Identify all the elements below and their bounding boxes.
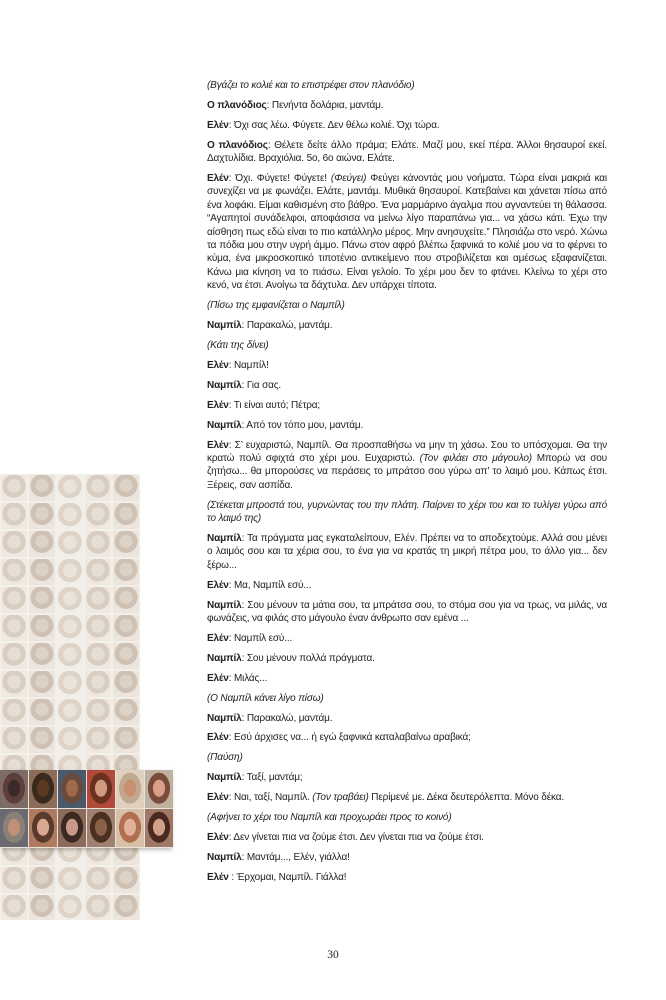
faded-portrait — [28, 670, 56, 698]
faded-portrait — [56, 642, 84, 670]
faded-portrait — [56, 586, 84, 614]
line-text: : Τα πράγματα μας εγκαταλείπουν, Ελέν. Πρέπει να το αποδεχτούμε. Αλλά σου μένει ο λαιμός σου και τα χέρια σου, το ένα για να κρατάς τη μικρή πέτρα μου, το άλλο για... δεν ξέρω... — [207, 532, 607, 571]
dialogue-paragraph — [207, 339, 607, 352]
faded-portrait — [84, 502, 112, 530]
dialogue-paragraph — [207, 399, 607, 412]
line-text: : Ναι, ταξί, Ναμπίλ. — [228, 792, 313, 804]
faded-portrait — [56, 530, 84, 558]
dialogue-paragraph — [207, 811, 607, 824]
dialogue-paragraph — [207, 831, 607, 844]
faded-portrait — [84, 726, 112, 754]
stage-direction: (Πίσω της εμφανίζεται ο Ναμπίλ) — [207, 300, 345, 312]
dialogue-paragraph — [207, 299, 607, 312]
faded-portrait — [84, 558, 112, 586]
faded-portrait — [84, 614, 112, 642]
dialogue-paragraph — [207, 871, 607, 884]
line-text: : Για σας. — [241, 379, 282, 391]
faded-portrait — [112, 530, 140, 558]
speaker-name: Ελέν — [207, 579, 229, 591]
speaker-name: Ναμπίλ — [207, 652, 242, 664]
line-text: : Από τον τόπο μου, μαντάμ. — [241, 419, 364, 431]
stage-direction: (Τον φιλάει στο μάγουλο) — [419, 452, 532, 464]
faded-portrait — [0, 670, 28, 698]
line-text: : Όχι. Φύγετε! Φύγετε! — [228, 173, 331, 185]
speaker-name: Ναμπίλ — [207, 772, 242, 784]
faded-portrait — [56, 614, 84, 642]
faded-portrait — [56, 894, 84, 920]
faces-mosaic-image — [0, 474, 140, 920]
dialogue-paragraph — [207, 791, 607, 804]
dialogue-paragraph — [207, 419, 607, 432]
line-text: : Θέλετε δείτε άλλο πράμα; Ελάτε. Μαζί μου, εκεί πέρα. Άλλοι θησαυροί εκεί. Δαχτυλίδια. Βραχιόλια. 5ο, 6ο αιώνα. Ελάτε. — [207, 139, 607, 165]
dialogue-paragraph — [207, 632, 607, 645]
line-text: : Τι είναι αυτό; Πέτρα; — [228, 399, 321, 411]
line-text: : Σου μένουν τα μάτια σου, τα μπράτσα σου, το στόμα σου για να τρως, να μιλάς, να φωνάζεις, να φιλάς στο μάγουλο έναν άνθρωπο σαν εμένα ... — [207, 599, 607, 624]
faded-portrait — [28, 586, 56, 614]
portrait-photo — [58, 809, 86, 847]
stage-direction: (Τον τραβάει) — [312, 792, 369, 804]
line-text: : Εσύ άρχισες να... ή εγώ ξαφνικά καταλαβαίνω αραβικά; — [228, 732, 471, 744]
speaker-name: Ναμπίλ — [207, 851, 242, 863]
faded-portrait — [112, 558, 140, 586]
portrait-photo — [29, 809, 57, 847]
speaker-name: Ελέν — [207, 871, 229, 883]
dialogue-paragraph — [207, 751, 607, 764]
faded-portrait — [112, 614, 140, 642]
faded-portrait — [28, 474, 56, 502]
dialogue-paragraph — [207, 532, 607, 572]
portrait-photo — [87, 809, 115, 847]
speaker-name: Ναμπίλ — [207, 320, 242, 332]
faded-portrait — [28, 698, 56, 726]
faded-portrait — [112, 866, 140, 894]
speaker-name: Ναμπίλ — [207, 599, 242, 611]
faded-portrait — [0, 642, 28, 670]
faded-portrait — [112, 726, 140, 754]
line-text: : Μα, Ναμπίλ εσύ... — [228, 579, 312, 591]
speaker-name: Ελέν — [207, 831, 229, 843]
faded-portrait — [0, 474, 28, 502]
line-text: : Μαντάμ..., Ελέν, γιάλλα! — [241, 851, 350, 863]
line-text: Φεύγει κάνοντάς μου νοήματα. Τώρα είναι μακριά και συνεχίζει να με φωνάζει. Ελάτε, μαντάμ. Μυθικά θησαυροί. Κατεβαίνει και χάνεται πίσω από ένα λοφάκι. Είμαι καθισμένη στο βάθρο. Ένα μαρμάρινο άγαλμα που αγναντεύει τη θάλασσα. “Αγαπητοί συνάδελφοι, αποφάσισα να μείνω λίγο παραπάνω για... να χάσω κάτι. Έχω την αίσθηση πως εδώ είναι το πιο κατάλληλο μέρος. Μην ανησυχείτε.” Πλησιάζω στο νερό. Χώνω τα πόδια μου στην υγρή άμμο. Πάνω στον αφρό βλέπω ξαφνικά το κολιέ μου να το φέρνει το κύμα, ένα μικροσκοπικό τιποτένιο αντικείμενο που στροβιλίζεται και αμέσως εξαφανίζεται. Κάνω μια κίνηση να το πιάσω. Είναι γελοίο. Το χέρι μου δεν το φτάνει. Κλείνω το χέρι στο κενό, να έτσι. Ανοίγω τα δάχτυλα. Δεν υπάρχει τίποτα. — [207, 173, 607, 292]
faded-portrait — [112, 698, 140, 726]
line-text: : Όχι σας λέω. Φύγετε. Δεν θέλω κολιέ. Όχι τώρα. — [228, 119, 440, 131]
speaker-name: Ελέν — [207, 439, 229, 451]
faded-portrait — [28, 894, 56, 920]
faded-portrait — [28, 502, 56, 530]
line-text: : Ναμπίλ! — [228, 359, 269, 371]
dialogue-text — [207, 79, 607, 891]
faces-color-strip — [0, 770, 170, 848]
line-text: : Έρχομαι, Ναμπίλ. Γιάλλα! — [228, 871, 347, 883]
faded-portrait — [0, 558, 28, 586]
dialogue-paragraph — [207, 79, 607, 92]
stage-direction: (Ο Ναμπίλ κάνει λίγο πίσω) — [207, 692, 324, 704]
line-text: : Σου μένουν πολλά πράγματα. — [241, 652, 375, 664]
speaker-name: Ναμπίλ — [207, 532, 242, 544]
stage-direction: (Αφήνει το χέρι του Ναμπίλ και προχωράει προς το κοινό) — [207, 812, 452, 824]
faded-portrait — [0, 894, 28, 920]
dialogue-paragraph — [207, 851, 607, 864]
speaker-name: Ελέν — [207, 399, 229, 411]
portrait-photo — [0, 770, 28, 808]
speaker-name: Ελέν — [207, 359, 229, 371]
faded-portrait — [84, 894, 112, 920]
dialogue-paragraph — [207, 599, 607, 626]
speaker-name: Ελέν — [207, 672, 229, 684]
portrait-photo — [87, 770, 115, 808]
faded-portrait — [112, 670, 140, 698]
stage-direction: (Φεύγει) — [330, 173, 367, 185]
line-text: : Μιλάς... — [228, 672, 268, 684]
portrait-photo — [58, 770, 86, 808]
faded-portrait — [28, 866, 56, 894]
speaker-name: Ελέν — [207, 792, 229, 804]
faded-portrait — [28, 642, 56, 670]
faded-portrait — [84, 866, 112, 894]
portrait-photo — [0, 809, 28, 847]
dialogue-paragraph — [207, 499, 607, 526]
faded-portrait — [84, 474, 112, 502]
faded-portrait — [112, 474, 140, 502]
dialogue-paragraph — [207, 439, 607, 493]
portrait-photo — [116, 770, 144, 808]
line-text: : Ναμπίλ εσύ... — [228, 632, 293, 644]
faded-portrait — [0, 502, 28, 530]
line-text: : Δεν γίνεται πια να ζούμε έτσι. Δεν γίνεται πια να ζούμε έτσι. — [228, 831, 484, 843]
faded-portrait — [0, 586, 28, 614]
faded-portrait — [84, 642, 112, 670]
faded-portrait — [56, 866, 84, 894]
faded-portrait — [0, 698, 28, 726]
faded-portrait — [112, 642, 140, 670]
line-text: Περίμενέ με. Δέκα δευτερόλεπτα. Μόνο δέκα. — [368, 792, 565, 804]
portrait-photo — [116, 809, 144, 847]
dialogue-paragraph — [207, 579, 607, 592]
faded-portrait — [84, 698, 112, 726]
dialogue-paragraph — [207, 359, 607, 372]
speaker-name: Ο πλανόδιος — [207, 139, 268, 151]
dialogue-paragraph — [207, 652, 607, 665]
faded-portrait — [112, 502, 140, 530]
dialogue-paragraph — [207, 712, 607, 725]
page-number: 30 — [327, 949, 339, 961]
faded-portrait — [56, 502, 84, 530]
faded-portrait — [56, 698, 84, 726]
line-text: : Παρακαλώ, μαντάμ. — [241, 712, 333, 724]
faded-portrait — [84, 530, 112, 558]
faded-portrait — [0, 726, 28, 754]
faded-portrait — [28, 530, 56, 558]
speaker-name: Ναμπίλ — [207, 712, 242, 724]
speaker-name: Ελέν — [207, 632, 229, 644]
faded-portrait — [112, 894, 140, 920]
faded-portrait — [56, 558, 84, 586]
speaker-name: Ελέν — [207, 119, 229, 131]
line-text: : Ταξί, μαντάμ; — [241, 772, 303, 784]
dialogue-paragraph — [207, 731, 607, 744]
stage-direction: (Παύση) — [207, 752, 243, 764]
dialogue-paragraph — [207, 172, 607, 293]
dialogue-paragraph — [207, 119, 607, 132]
faded-portrait — [0, 614, 28, 642]
faded-portrait — [0, 530, 28, 558]
dialogue-paragraph — [207, 771, 607, 784]
speaker-name: Ελέν — [207, 732, 229, 744]
line-text: : Παρακαλώ, μαντάμ. — [241, 320, 333, 332]
portrait-photo — [145, 770, 173, 808]
stage-direction: (Στέκεται μπροστά του, γυρνώντας του την πλάτη. Παίρνει το χέρι του και το τυλίγει γύρω από το λαιμό της) — [207, 499, 607, 525]
faded-portrait — [28, 558, 56, 586]
line-text: : Πενήντα δολάρια, μαντάμ. — [266, 99, 384, 111]
faded-portrait — [112, 586, 140, 614]
faded-portrait — [56, 726, 84, 754]
faded-portrait — [84, 670, 112, 698]
dialogue-paragraph — [207, 692, 607, 705]
faded-portrait — [84, 586, 112, 614]
stage-direction: (Βγάζει το κολιέ και το επιστρέφει στον πλανόδιο) — [207, 80, 415, 91]
dialogue-paragraph — [207, 139, 607, 166]
portrait-photo — [29, 770, 57, 808]
dialogue-paragraph — [207, 379, 607, 392]
portrait-photo — [145, 809, 173, 847]
faded-portrait — [28, 614, 56, 642]
faded-portrait — [56, 474, 84, 502]
dialogue-paragraph — [207, 672, 607, 685]
line-text: Μπορώ να σου ζητήσω... θα μπορούσες να περάσεις το μπράτσο σου γύρω απ’ το λαιμό μου. Κάπως έτσι. Ξέρεις, σαν ασπίδα. — [207, 452, 607, 491]
stage-direction: (Κάτι της δίνει) — [207, 340, 269, 351]
faded-portrait — [0, 866, 28, 894]
speaker-name: Ναμπίλ — [207, 419, 242, 431]
speaker-name: Ο πλανόδιος — [207, 99, 267, 111]
faded-portrait — [56, 670, 84, 698]
line-text: : Σ’ ευχαριστώ, Ναμπίλ. Θα προσπαθήσω να μην τη χάσω. Σου το υπόσχομαι. Θα την κρατώ πολύ σφιχτά στο χέρι μου. Ευχαριστώ. — [207, 439, 607, 464]
speaker-name: Ναμπίλ — [207, 379, 242, 391]
speaker-name: Ελέν — [207, 173, 229, 185]
dialogue-paragraph — [207, 319, 607, 332]
faded-portrait — [28, 726, 56, 754]
dialogue-paragraph — [207, 99, 607, 112]
